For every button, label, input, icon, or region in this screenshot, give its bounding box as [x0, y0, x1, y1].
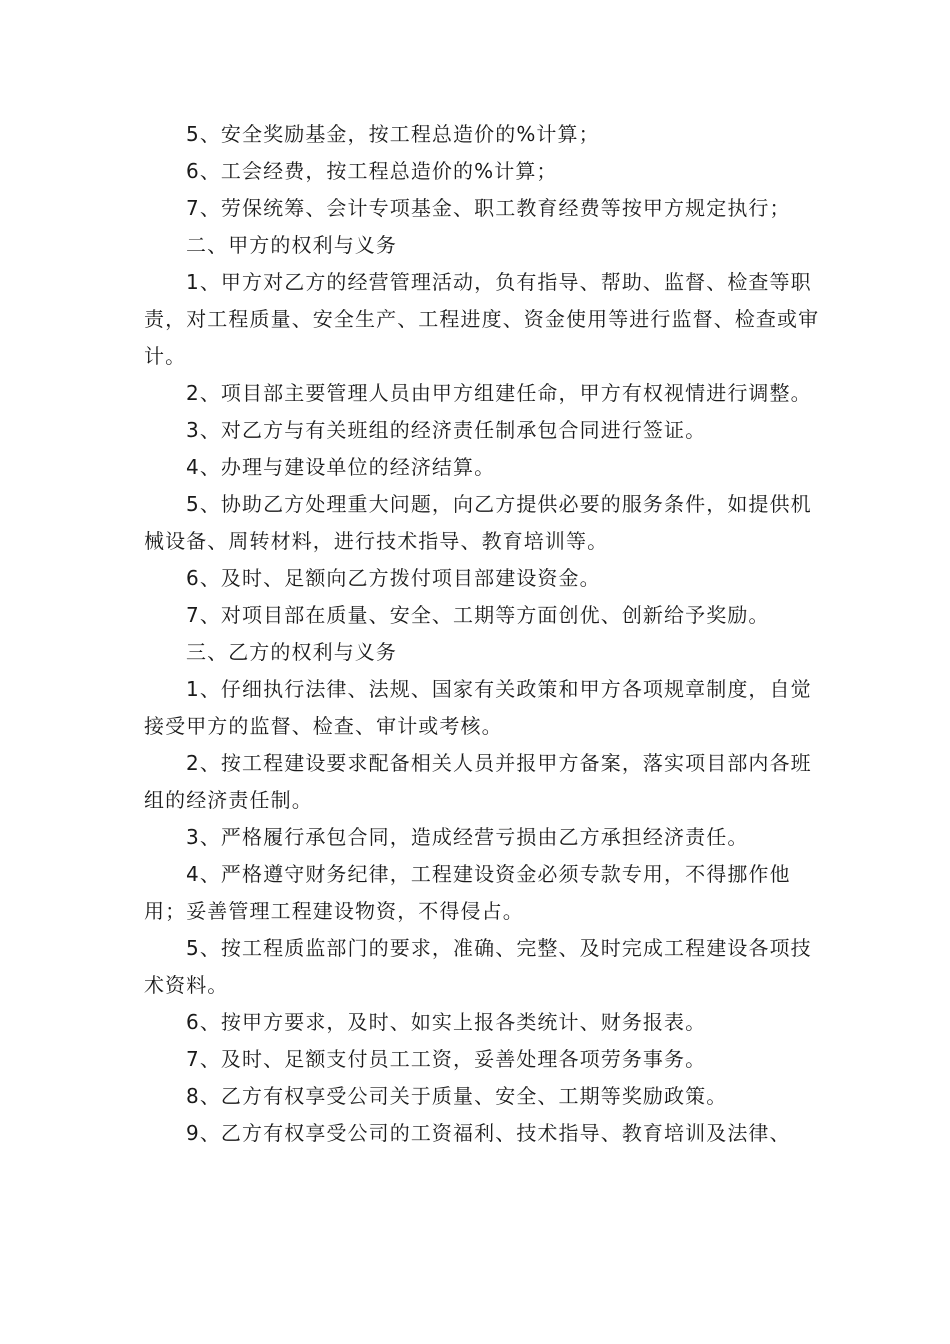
- party-b-clause-6: 6、按甲方要求，及时、如实上报各类统计、财务报表。: [186, 1010, 707, 1034]
- party-b-clause-9: 9、乙方有权享受公司的工资福利、技术指导、教育培训及法律、: [186, 1121, 791, 1145]
- party-a-clause-1: 1、甲方对乙方的经营管理活动，负有指导、帮助、监督、检查等职责，对工程质量、安全生产、工程进度、资金使用等进行监督、检查或审计。: [144, 270, 820, 368]
- party-a-clause-3: 3、对乙方与有关班组的经济责任制承包合同进行签证。: [186, 418, 707, 442]
- party-b-clause-5: 5、按工程质监部门的要求，准确、完整、及时完成工程建设各项技术资料。: [144, 936, 812, 997]
- party-b-clause-4: 4、严格遵守财务纪律，工程建设资金必须专款专用，不得挪作他用；妥善管理工程建设物资，不得侵占。: [144, 862, 791, 923]
- section-heading-party-b: 三、乙方的权利与义务: [186, 640, 397, 664]
- section-heading-party-a: 二、甲方的权利与义务: [186, 233, 397, 257]
- document-body: [144, 116, 824, 1152]
- party-a-clause-6: 6、及时、足额向乙方拨付项目部建设资金。: [186, 566, 601, 590]
- party-b-clause-7: 7、及时、足额支付员工工资，妥善处理各项劳务事务。: [186, 1047, 707, 1071]
- clause-union-fee: 6、工会经费，按工程总造价的%计算；: [186, 159, 558, 183]
- clause-labor-insurance: 7、劳保统筹、会计专项基金、职工教育经费等按甲方规定执行；: [186, 196, 791, 220]
- party-b-clause-2: 2、按工程建设要求配备相关人员并报甲方备案，落实项目部内各班组的经济责任制。: [144, 751, 812, 812]
- party-a-clause-5: 5、协助乙方处理重大问题，向乙方提供必要的服务条件，如提供机械设备、周转材料，进行技术指导、教育培训等。: [144, 492, 812, 553]
- party-a-clause-2: 2、项目部主要管理人员由甲方组建任命，甲方有权视情进行调整。: [186, 381, 812, 405]
- party-a-clause-7: 7、对项目部在质量、安全、工期等方面创优、创新给予奖励。: [186, 603, 770, 627]
- party-b-clause-8: 8、乙方有权享受公司关于质量、安全、工期等奖励政策。: [186, 1084, 728, 1108]
- party-b-clause-3: 3、严格履行承包合同，造成经营亏损由乙方承担经济责任。: [186, 825, 749, 849]
- clause-safety-reward-fund: 5、安全奖励基金，按工程总造价的%计算；: [186, 122, 600, 146]
- party-b-clause-1: 1、仔细执行法律、法规、国家有关政策和甲方各项规章制度，自觉接受甲方的监督、检查、审计或考核。: [144, 677, 812, 738]
- party-a-clause-4: 4、办理与建设单位的经济结算。: [186, 455, 496, 479]
